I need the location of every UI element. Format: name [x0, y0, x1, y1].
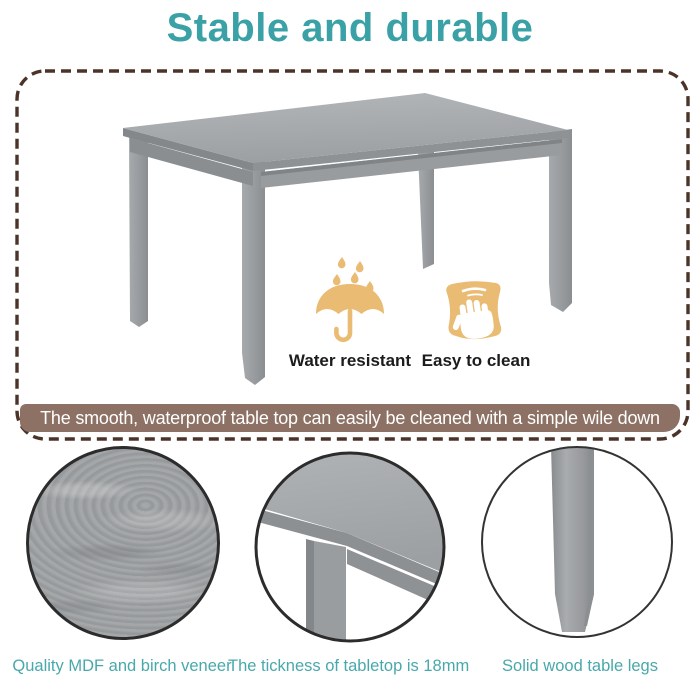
page-title: Stable and durable	[166, 6, 534, 50]
detail-caption-legs: Solid wood table legs	[502, 657, 658, 675]
info-banner	[20, 404, 680, 432]
umbrella-handle	[336, 311, 350, 340]
detail-caption-veneer: Quality MDF and birch veneer	[12, 657, 232, 675]
feature-label-water-resistant: Water resistant	[288, 351, 412, 370]
dining-table-illustration	[80, 85, 580, 395]
detail-caption-thickness: The tickness of tabletop is 18mm	[228, 657, 470, 675]
wipe-hand-icon	[443, 279, 505, 345]
table-leg-right	[549, 129, 572, 312]
wood-grain-texture-image	[26, 446, 220, 640]
table-leg-closeup-image	[481, 446, 673, 638]
umbrella-rain-icon	[313, 251, 387, 348]
tabletop-corner-closeup-image	[254, 451, 446, 643]
corner-leg-side	[306, 539, 314, 643]
corner-leg-front	[314, 541, 346, 643]
info-banner-text: The smooth, waterproof table top can easily be cleaned with a simple wile down	[40, 407, 660, 428]
table-leg-back-left	[129, 134, 148, 327]
feature-label-easy-to-clean: Easy to clean	[421, 351, 531, 370]
table-leg-front-left	[242, 161, 265, 385]
